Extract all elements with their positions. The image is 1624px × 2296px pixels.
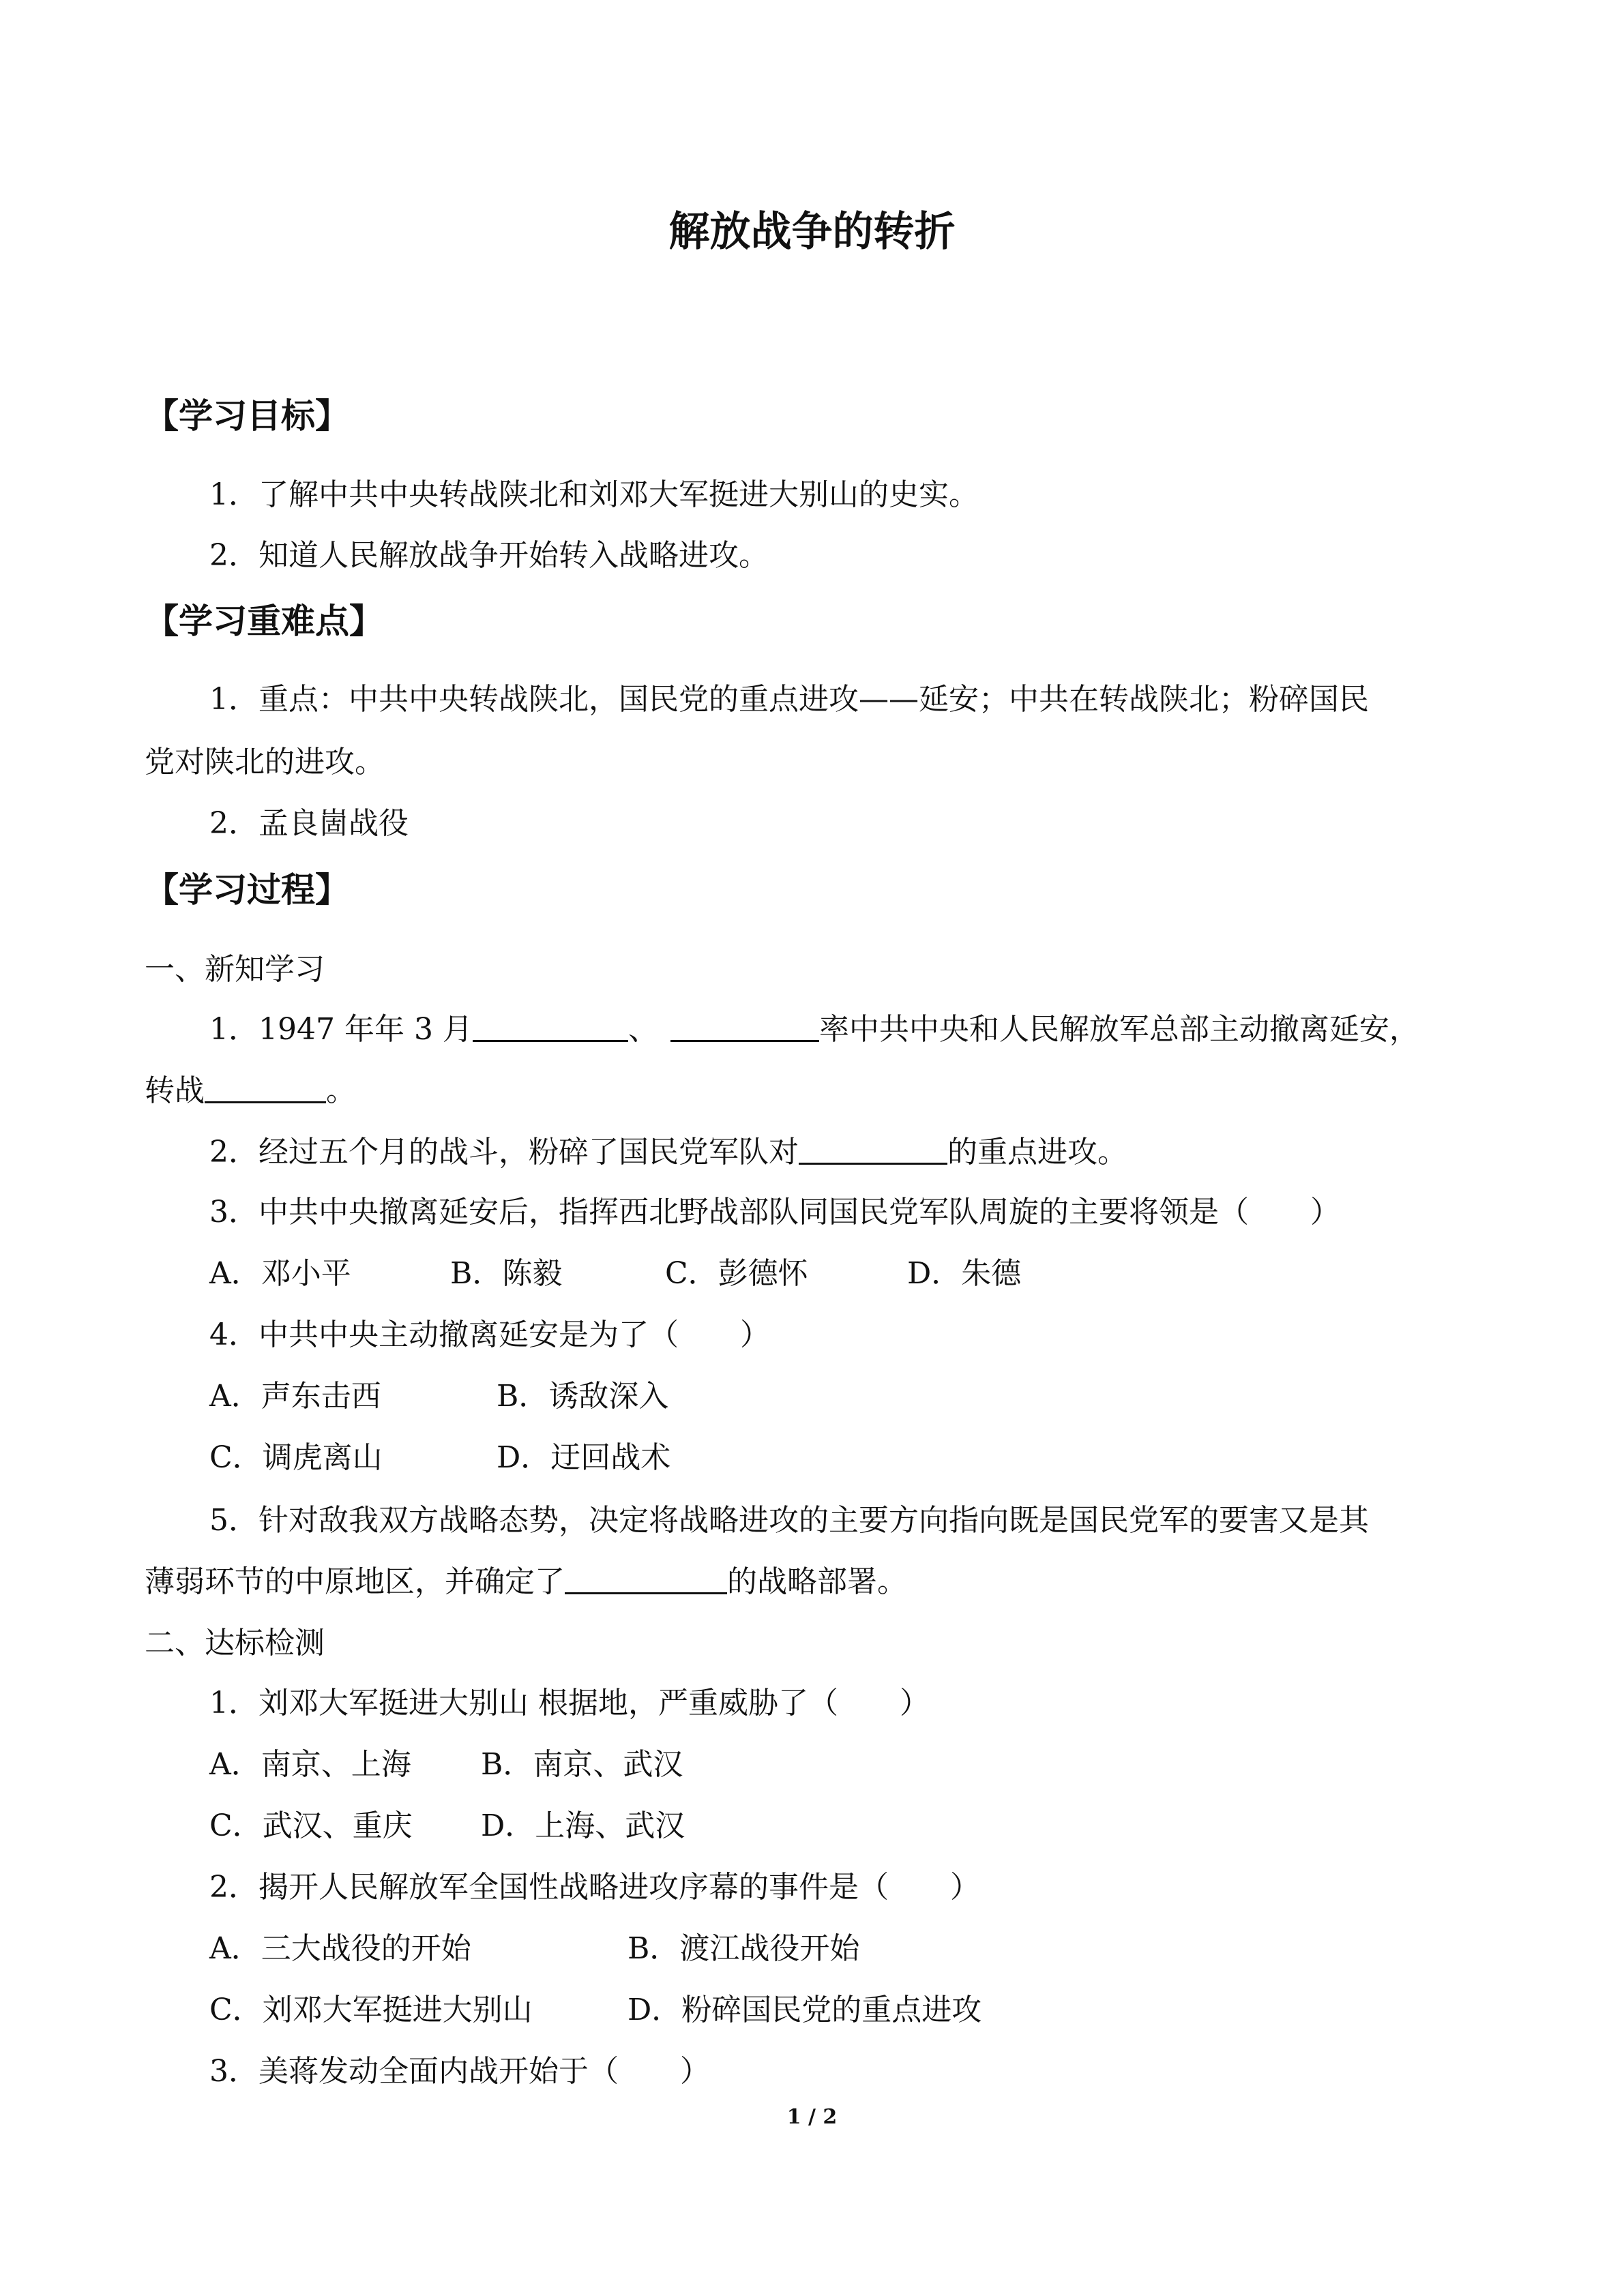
p2-q2-stem-a: 2．揭开人民解放军全国性战略进攻序幕的事件是（ <box>209 1870 889 1905</box>
q5-line2-a: 薄弱环节的中原地区，并确定了 <box>145 1564 565 1599</box>
p2-q1-option-a: A．南京、上海 <box>209 1747 411 1782</box>
goal-item-1: 1．了解中共中央转战陕北和刘邓大军挺进大别山的史实。 <box>209 477 979 512</box>
page-title: 解放战争的转折 <box>668 208 956 256</box>
p2-q1-stem-a: 1．刘邓大军挺进大别山 根据地，严重威胁了（ <box>209 1686 838 1720</box>
q5-line2-b: 的战略部署。 <box>727 1564 907 1599</box>
part2-q1-stem <box>209 1683 930 1724</box>
part1-q5-line2 <box>145 1562 907 1602</box>
q4-option-b: B．诱敌深入 <box>497 1379 669 1414</box>
key-point-1-line1: 1．重点：中共中央转战陕北，国民党的重点进攻——延安；中共在转战陕北；粉碎国民 <box>209 682 1369 717</box>
section-heading-key-points: 【学习重难点】 <box>145 601 383 641</box>
p2-q3-stem-b: ） <box>680 2054 710 2089</box>
p2-q2-option-b: B．渡江战役开始 <box>628 1931 860 1966</box>
q1-text-b: 率中共中央和人民解放军总部主动撤离延安， <box>818 1012 1419 1047</box>
part2-title: 二、达标检测 <box>145 1626 325 1660</box>
q3-stem-a: 3．中共中央撤离延安后，指挥西北野战部队同国民党军队周旋的主要将领是（ <box>209 1195 1249 1229</box>
p2-q2-option-c: C．刘邓大军挺进大别山 <box>209 1993 533 2027</box>
part2-q3-stem <box>209 2051 710 2092</box>
q5-blank[interactable] <box>565 1562 727 1594</box>
p2-q2-option-d: D．粉碎国民党的重点进攻 <box>628 1993 982 2027</box>
part1-q3-stem <box>209 1192 1340 1233</box>
q1-line2-a: 转战 <box>145 1073 205 1108</box>
part1-q5-line1: 5．针对敌我双方战略态势，决定将战略进攻的主要方向指向既是国民党军的要害又是其 <box>209 1503 1369 1538</box>
section-heading-process: 【学习过程】 <box>145 870 349 910</box>
q3-option-b: B．陈毅 <box>450 1256 563 1291</box>
q4-option-a: A．声东击西 <box>209 1379 381 1414</box>
p2-q1-option-c: C．武汉、重庆 <box>209 1808 413 1843</box>
q1-blank-1[interactable] <box>473 1010 628 1042</box>
q2-text-b: 的重点进攻。 <box>947 1135 1127 1169</box>
q2-text-a: 2．经过五个月的战斗，粉碎了国民党军队对 <box>209 1135 799 1169</box>
q4-option-d: D．迂回战术 <box>497 1440 671 1475</box>
p2-q1-option-b: B．南京、武汉 <box>481 1747 683 1782</box>
part1-q2 <box>209 1132 1127 1173</box>
q3-option-c: C．彭德怀 <box>665 1256 808 1291</box>
page-number: 1 / 2 <box>786 2105 838 2129</box>
section-heading-goals: 【学习目标】 <box>145 396 349 436</box>
q2-blank[interactable] <box>799 1133 947 1165</box>
q1-text-a: 1．1947 年年 3 月 <box>209 1012 473 1047</box>
part1-title: 一、新知学习 <box>145 952 325 987</box>
q4-option-c: C．调虎离山 <box>209 1440 383 1475</box>
goal-item-2: 2．知道人民解放战争开始转入战略进攻。 <box>209 538 769 573</box>
part1-q4-stem <box>209 1315 770 1356</box>
q1-sep: 、 <box>628 1012 658 1047</box>
p2-q1-stem-b: ） <box>899 1686 930 1720</box>
q3-option-d: D．朱德 <box>907 1256 1022 1291</box>
q3-stem-b: ） <box>1310 1195 1340 1229</box>
q4-stem-a: 4．中共中央主动撤离延安是为了（ <box>209 1317 679 1352</box>
q1-blank-3[interactable] <box>205 1071 326 1103</box>
p2-q1-option-d: D．上海、武汉 <box>481 1808 685 1843</box>
key-point-1-line2: 党对陕北的进攻。 <box>145 745 385 779</box>
q4-stem-b: ） <box>740 1317 770 1352</box>
part1-q1-line1 <box>209 1009 1419 1050</box>
p2-q2-option-a: A．三大战役的开始 <box>209 1931 471 1966</box>
p2-q2-stem-b: ） <box>950 1870 980 1905</box>
part1-q1-line2 <box>145 1071 356 1112</box>
part2-q2-stem <box>209 1867 980 1908</box>
q1-blank-2[interactable] <box>670 1010 819 1042</box>
q3-option-a: A．邓小平 <box>209 1256 351 1291</box>
q1-line2-b: 。 <box>326 1073 356 1108</box>
key-point-2: 2．孟良崮战役 <box>209 806 409 841</box>
p2-q3-stem-a: 3．美蒋发动全面内战开始于（ <box>209 2054 619 2089</box>
